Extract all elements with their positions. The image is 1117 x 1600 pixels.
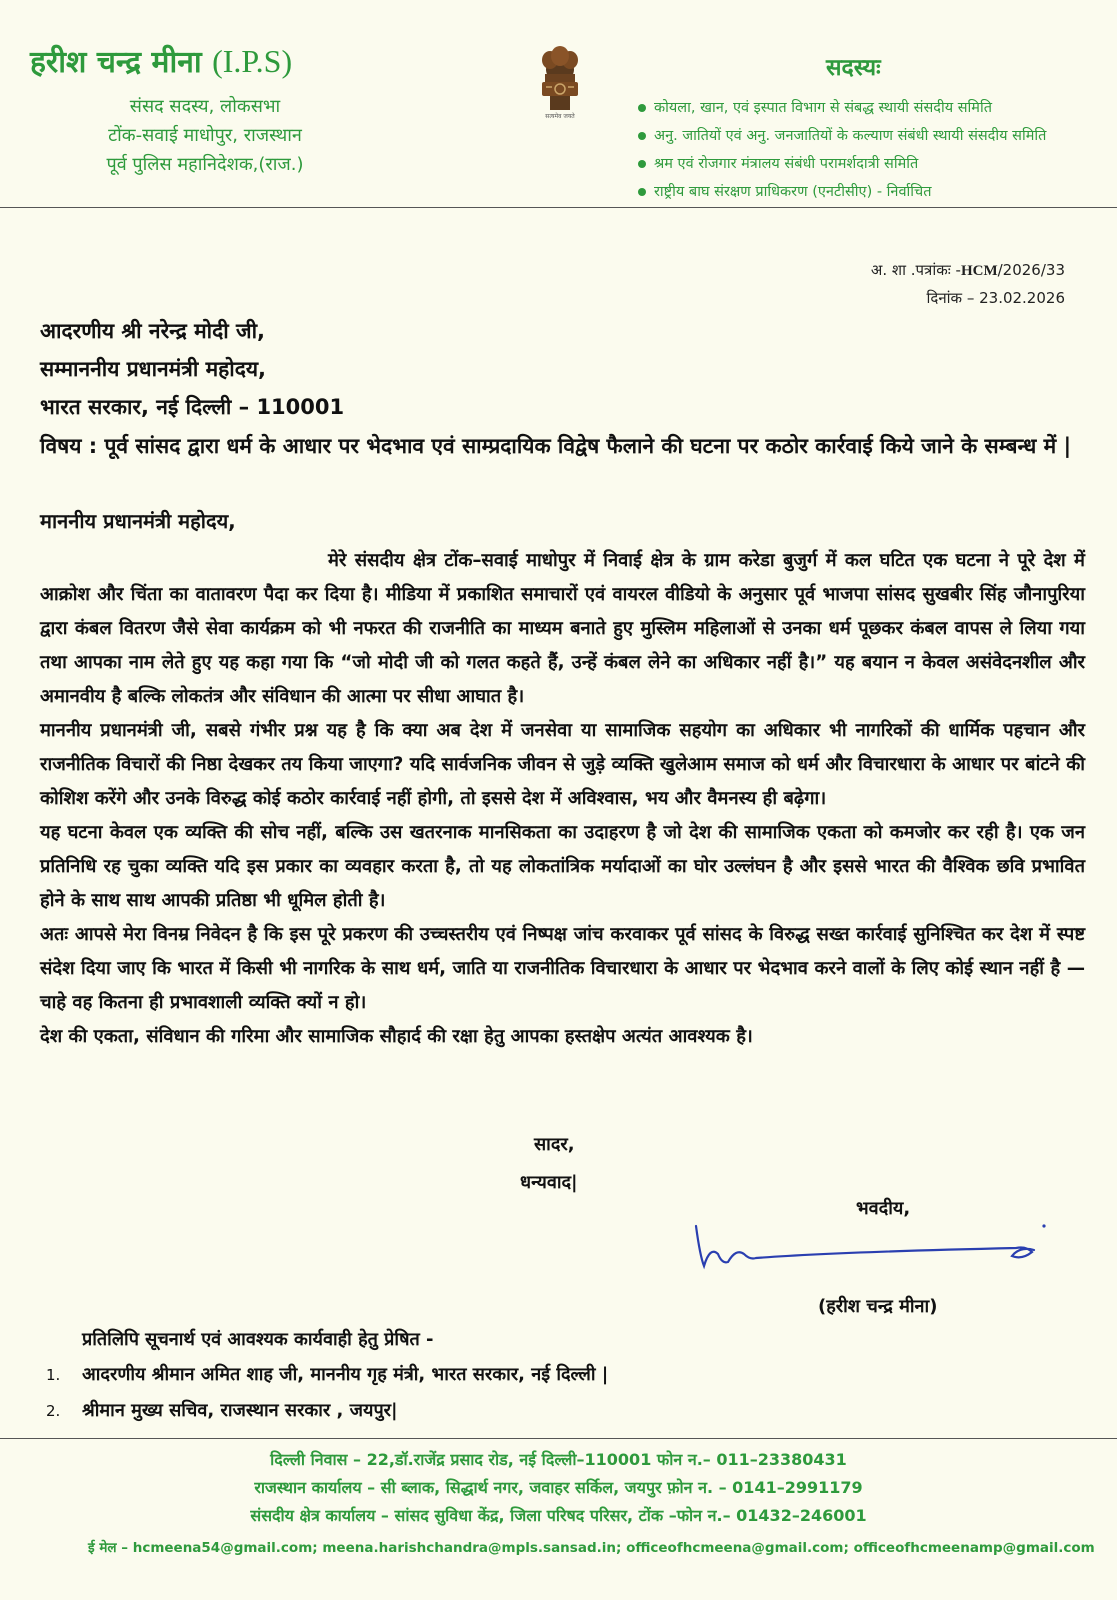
address-line: भारत सरकार, नई दिल्ली – 110001 (40, 395, 345, 419)
copy-to-list (46, 1357, 608, 1429)
body-paragraph: यह घटना केवल एक व्यक्ति की सोच नहीं, बल्कि उस खतरनाक मानसिकता का उदाहरण है जो देश की सामाजिक एकता को कमजोर कर रही है। एक जन प्रतिनिधि रह चुका व्यक्ति यदि इस प्रकार का व्यवहार करता है, तो यह लोकतांत्रिक मर्यादाओं का घोर उल्लंघन है और इससे भारत की वैश्विक छवि प्रभावित होने के साथ साथ आपकी प्रतिष्ठा भी धूमिल होती है। (40, 822, 1085, 911)
sender-name-suffix: (I.P.S) (212, 43, 293, 79)
reference-prefix: अ. शा .पत्रांकः - (870, 261, 961, 279)
letter-subject: विषय : पूर्व सांसद द्वारा धर्म के आधार पर भेदभाव एवं साम्प्रदायिक विद्वेष फैलाने की घटना पर कठोर कार्रवाई किये जाने के सम्बन्ध में | (40, 434, 1072, 458)
footer-email: ई मेल – hcmeena54@gmail.com; meena.harishchandra@mpls.sansad.in; officeofhcmeena@gmail.com; officeofhcmeenamp@gmail.com (88, 1540, 1095, 1556)
copy-to-title: प्रतिलिपि सूचनार्थ एवं आवश्यक कार्यवाही हेतु प्रेषित - (82, 1329, 434, 1350)
reference-suffix: /2026/33 (997, 261, 1065, 279)
signatory-name: (हरीश चन्द्र मीना) (818, 1296, 938, 1317)
members-title: सदस्यः (826, 55, 881, 81)
closing-line: सादर, (534, 1134, 575, 1155)
reference-block (871, 257, 1065, 312)
footer-constituency-address: संसदीय क्षेत्र कार्यालय – सांसद सुविधा केंद्र, जिला परिषद परिसर, टोंक –फोन न.– 01432–246001 (250, 1506, 867, 1525)
footer-rajasthan-address: राजस्थान कार्यालय – सी ब्लाक, सिद्धार्थ नगर, जवाहर सर्किल, जयपुर फ़ोन न. – 0141–2991179 (254, 1478, 863, 1497)
committee-item: श्रम एवं रोजगार मंत्रालय संबंधी परामर्शदात्री समिति (636, 150, 1046, 178)
body-paragraph: अतः आपसे मेरा विनम्र निवेदन है कि इस पूरे प्रकरण की उच्चस्तरीय एवं निष्पक्ष जांच करवाकर पूर्व सांसद के विरुद्ध सख्त कार्रवाई सुनिश्चित कर देश में स्पष्ट संदेश दिया जाए कि भारत में किसी भी नागरिक के साथ धर्म, जाति या राजनीतिक विचारधारा के आधार पर भेदभाव करने वालों के लिए कोई स्थान नहीं है — चाहे वह कितना ही प्रभावशाली व्यक्ति क्यों न हो। (40, 924, 1085, 1013)
reference-number (871, 257, 1065, 285)
sender-name (30, 40, 292, 81)
committee-item: अनु. जातियों एवं अनु. जनजातियों के कल्याण संबंधी स्थायी संसदीय समिति (636, 122, 1046, 150)
sender-role: संसद सदस्य, लोकसभा (129, 96, 281, 117)
salutation: माननीय प्रधानमंत्री महोदय, (40, 509, 236, 533)
copy-recipient: आदरणीय श्रीमान अमित शाह जी, माननीय गृह मंत्री, भारत सरकार, नई दिल्ली | (82, 1364, 609, 1385)
address-line: आदरणीय श्री नरेन्द्र मोदी जी, (40, 319, 266, 343)
copy-number: 2. (46, 1402, 61, 1420)
reference-code: HCM (960, 263, 998, 279)
sender-role: टोंक-सवाई माधोपुर, राजस्थान (108, 125, 302, 146)
emblem-caption: सत्यमेव जयते (545, 113, 575, 120)
closing-line: धन्यवाद| (520, 1172, 578, 1193)
committee-item: राष्ट्रीय बाघ संरक्षण प्राधिकरण (एनटीसीए) - निर्वाचित (636, 178, 1046, 206)
letter-date: दिनांक – 23.02.2026 (926, 289, 1065, 307)
footer-delhi-address: दिल्ली निवास – 22,डॉ.राजेंद्र प्रसाद रोड, नई दिल्ली–110001 फोन न.– 011–23380431 (270, 1450, 847, 1469)
copy-recipient: श्रीमान मुख्य सचिव, राजस्थान सरकार , जयपुर| (82, 1400, 398, 1421)
valediction: भवदीय, (856, 1198, 911, 1219)
body-paragraph: देश की एकता, संविधान की गरिमा और सामाजिक सौहार्द की रक्षा हेतु आपका हस्तक्षेप अत्यंत आवश्यक है। (40, 1026, 753, 1047)
body-paragraph: माननीय प्रधानमंत्री जी, सबसे गंभीर प्रश्न यह है कि क्या अब देश में जनसेवा या सामाजिक सहयोग का अधिकार भी नागरिकों की धार्मिक पहचान और राजनीतिक विचारों की निष्ठा देखकर तय किया जाएगा? यदि सार्वजनिक जीवन से जुड़े व्यक्ति खुलेआम समाज को धर्म और विचारधारा के आधार पर बांटने की कोशिश करेंगे और उनके विरुद्ध कोई कठोर कार्रवाई नहीं होगी, तो इससे देश में अविश्वास, भय और वैमनस्य ही बढ़ेगा। (40, 720, 1085, 809)
footer-addresses (0, 1446, 1117, 1530)
header-divider (0, 207, 1117, 208)
letterhead (0, 0, 1117, 208)
sender-role: पूर्व पुलिस महानिदेशक,(राज.) (106, 154, 304, 175)
recipient-address (40, 312, 344, 426)
copy-to-item (46, 1393, 608, 1429)
closing (520, 1126, 578, 1202)
committee-item: कोयला, खान, एवं इस्पात विभाग से संबद्ध स्थायी संसदीय समिति (636, 94, 1046, 122)
body-paragraph: मेरे संसदीय क्षेत्र टोंक–सवाई माधोपुर में निवाई क्षेत्र के ग्राम करेडा बुजुर्ग में कल घटित एक घटना ने पूरे देश में आक्रोश और चिंता का वातावरण पैदा कर दिया है। मीडिया में प्रकाशित समाचारों एवं वायरल वीडियो के अनुसार पूर्व भाजपा सांसद सुखबीर सिंह जौनापुरिया द्वारा कंबल वितरण जैसे सेवा कार्यक्रम को भी नफरत की राजनीति का माध्यम बनाते हुए मुस्लिम महिलाओं से उनका धर्म पूछकर कंबल वापस ले लिया गया तथा आपका नाम लेते हुए यह कहा गया कि “जो मोदी जी को गलत कहते हैं, उन्हें कंबल लेने का अधिकार नहीं है।” यह बयान न केवल असंवेदनशील और अमानवीय है बल्कि लोकतंत्र और संविधान की आत्मा पर सीधा आघात है। (40, 550, 1086, 707)
address-line: सम्माननीय प्रधानमंत्री महोदय, (40, 357, 267, 381)
sender-name-text: हरीश चन्द्र मीना (30, 45, 202, 80)
copy-number: 1. (46, 1366, 61, 1384)
copy-to-item (46, 1357, 608, 1393)
committee-list (636, 94, 1046, 206)
letter-body (40, 544, 1085, 1054)
sender-roles (40, 92, 370, 179)
signature (690, 1218, 1070, 1288)
footer-divider (0, 1438, 1117, 1439)
